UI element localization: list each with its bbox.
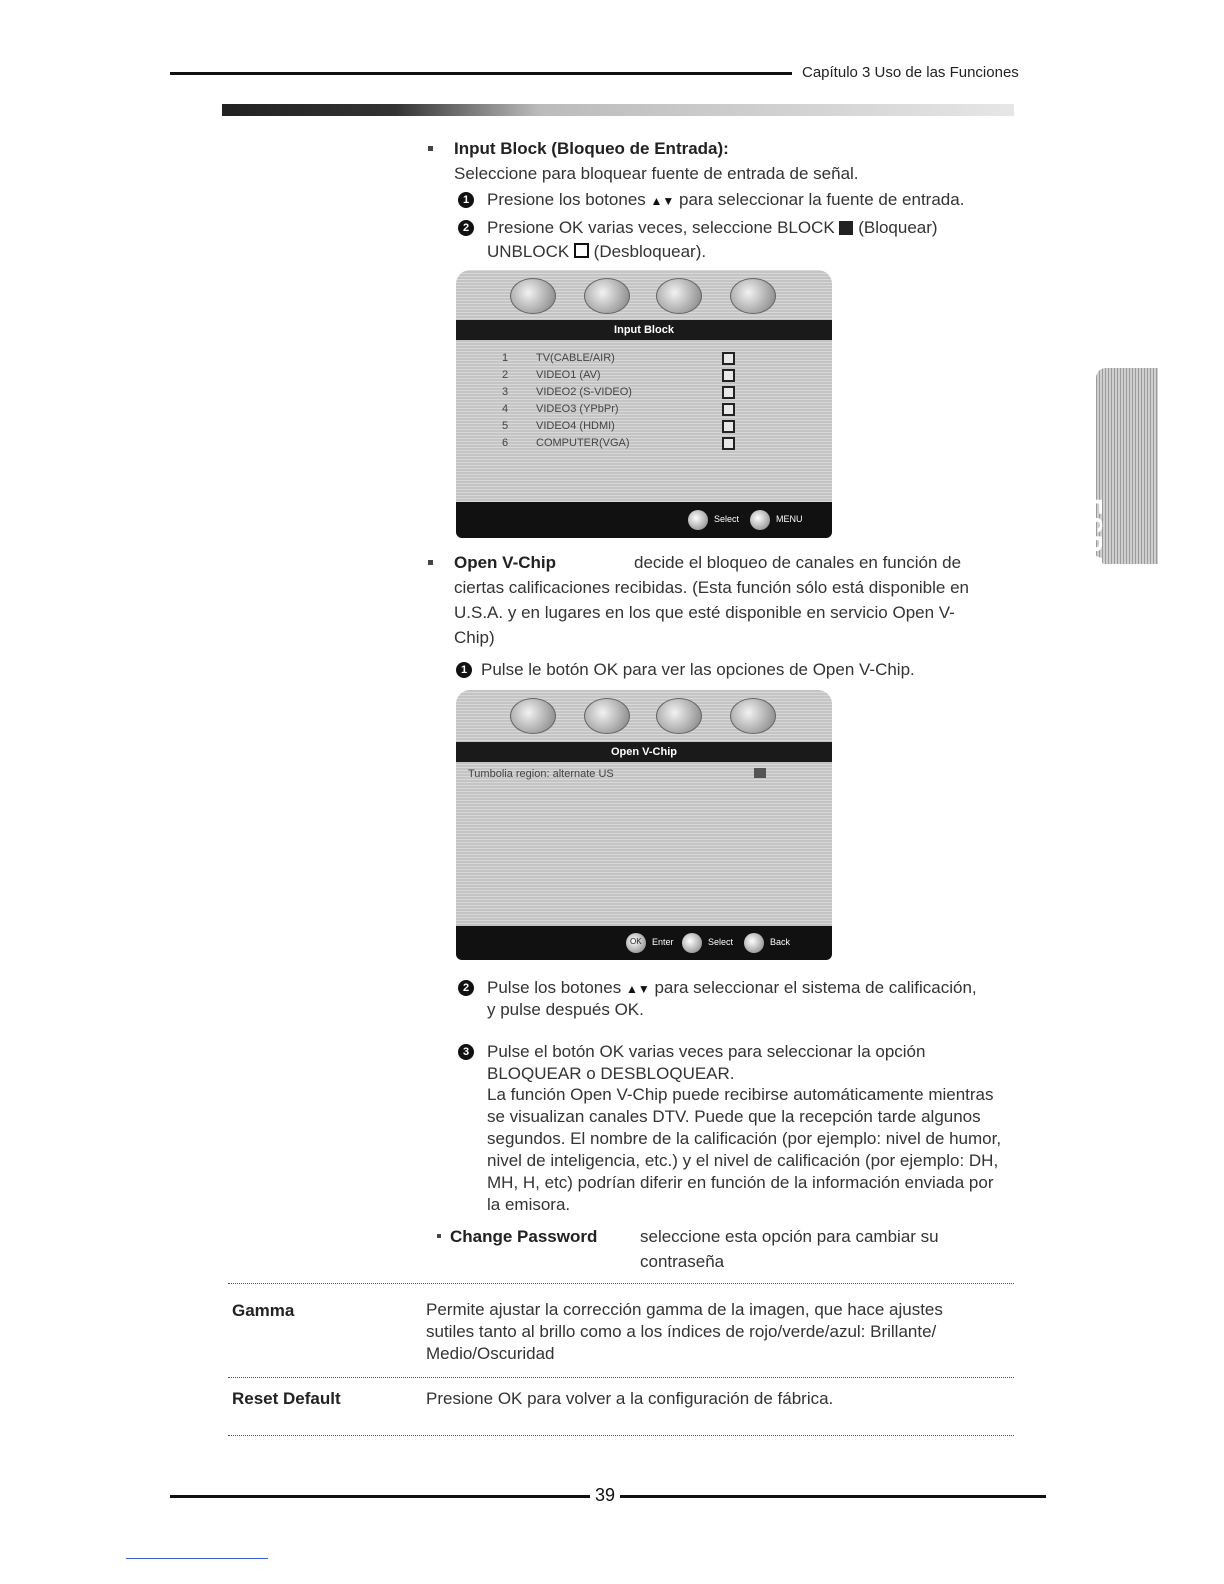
up-down-arrows-icon: ▲▼ [625,982,650,996]
audio-menu-icon [584,698,630,734]
gamma-line: sutiles tanto al brillo como a los índices de rojo/verde/azul: Brillante/ [426,1322,937,1341]
open-vchip-desc-2: ciertas calificaciones recibidas. (Esta función sólo está disponible en [454,578,969,597]
footer-back-label: Back [770,937,791,947]
input-block-step1 [487,188,964,213]
step-number-icon: 2 [458,220,474,236]
setup-menu-icon [656,278,702,314]
language-tab-label: ESPAÑOL [1078,498,1108,629]
unblock-checkbox-icon [722,403,735,416]
osd-row-num: 6 [502,437,509,449]
menu-icon [750,510,770,530]
footer-rule-right [620,1495,1046,1498]
footer-enter-label: Enter [652,937,674,947]
audio-menu-icon [584,278,630,314]
step-number-icon: 3 [458,1044,474,1060]
note-line: La función Open V-Chip puede recibirse automáticamente mientras [487,1085,994,1104]
row-arrow-icon [754,768,766,778]
open-vchip-desc-4: Chip) [454,628,495,647]
lock-menu-icon [730,698,776,734]
unblock-checkbox-icon [722,420,735,433]
footer-rule-left [170,1495,590,1498]
input-block-step2-line2 [487,240,706,264]
bullet-icon [428,560,433,565]
unblock-checkbox-icon [722,352,735,365]
step-number-icon: 2 [458,980,474,996]
osd-row-num: 2 [502,369,509,381]
footer-ok-label: OK [630,937,642,946]
note-line: la emisora. [487,1195,571,1214]
bottom-link-line [126,1558,268,1559]
gamma-term: Gamma [232,1301,295,1320]
back-icon [744,933,764,953]
gamma-line: Permite ajustar la corrección gamma de la imagen, que hace ajustes [426,1300,943,1319]
input-block-title: Input Block (Bloqueo de Entrada): [454,139,729,158]
step-number-icon: 1 [456,662,472,678]
vchip-step2-text-b: para seleccionar el sistema de calificación, [654,978,977,997]
unblock-text: UNBLOCK [487,242,570,261]
picture-menu-icon [510,278,556,314]
osd-title: Open V-Chip [456,742,832,762]
step-number-icon: 1 [458,192,474,208]
unblock-checkbox-icon [722,369,735,382]
up-down-arrows-icon: ▲▼ [650,194,675,208]
open-vchip-title: Open V-Chip [454,553,556,572]
osd-row-num: 4 [502,403,509,415]
input-block-intro: Seleccione para bloquear fuente de entrada de señal. [454,164,859,183]
osd-row-num: 1 [502,352,509,364]
unblock-checkbox-icon [722,386,735,399]
picture-menu-icon [510,698,556,734]
lock-menu-icon [730,278,776,314]
navigate-icon [682,933,702,953]
open-vchip-desc-3: U.S.A. y en lugares en los que esté disponible en servicio Open V- [454,603,955,622]
osd-row-num: 5 [502,420,509,432]
note-line: nivel de inteligencia, etc.) y el nivel de calificación (por ejemplo: DH, [487,1151,999,1170]
change-password-title: Change Password [450,1227,598,1246]
osd-row-label: VIDEO4 (HDMI) [536,420,615,432]
open-vchip-step1: Pulse le botón OK para ver las opciones de Open V-Chip. [481,660,915,679]
osd-rating-region-row: Tumbolia region: alternate US [468,768,614,780]
osd-menu-icons [456,690,832,736]
note-line: segundos. El nombre de la calificación (por ejemplo: nivel de humor, [487,1129,1002,1148]
open-vchip-step3-line2: BLOQUEAR o DESBLOQUEAR. [487,1064,735,1083]
osd-row-label: VIDEO1 (AV) [536,369,601,381]
osd-row-label: VIDEO3 (YPbPr) [536,403,619,415]
osd-footer-bar [456,502,832,538]
note-line: MH, H, etc) podrían diferir en función de la información enviada por [487,1173,994,1192]
setup-menu-icon [656,698,702,734]
unblock-desc: (Desbloquear). [593,242,707,261]
gamma-line: Medio/Oscuridad [426,1344,555,1363]
bullet-icon [437,1234,441,1238]
unblock-square-icon [574,243,589,258]
osd-row-num: 3 [502,386,509,398]
table-divider [228,1435,1014,1436]
unblock-checkbox-icon [722,437,735,450]
open-vchip-note [487,1084,1047,1216]
reset-default-desc: Presione OK para volver a la configuración de fábrica. [426,1389,834,1408]
footer-select-label: Select [708,937,734,947]
open-vchip-step2-line2: y pulse después OK. [487,1000,644,1019]
gamma-desc [426,1299,1016,1365]
change-password-desc-2: contraseña [640,1252,725,1271]
table-divider [228,1283,1014,1284]
block-square-icon [839,221,853,235]
note-line: se visualizan canales DTV. Puede que la recepción tarde algunos [487,1107,981,1126]
footer-select-label: Select [714,514,740,524]
step2-text-b: (Bloquear) [858,218,938,237]
bullet-icon [428,146,433,151]
step2-text-a: Presione OK varias veces, seleccione BLOCK [487,218,835,237]
open-vchip-step3-line1: Pulse el botón OK varias veces para seleccionar la opción [487,1042,926,1061]
osd-menu-icons [456,270,832,316]
page-number: 39 [595,1485,616,1505]
change-password-desc-1: seleccione esta opción para cambiar su [640,1227,939,1246]
footer-menu-label: MENU [776,514,803,524]
input-block-step2 [487,216,938,240]
open-vchip-desc-1: decide el bloqueo de canales en función de [634,553,962,572]
osd-footer-bar [456,926,832,960]
chapter-title: Capítulo 3 Uso de las Funciones [802,64,1019,81]
open-vchip-osd-screenshot [456,690,832,960]
osd-row-label: TV(CABLE/AIR) [536,352,615,364]
input-block-osd-screenshot [456,270,832,538]
header-rule [170,72,792,75]
osd-row-label: VIDEO2 (S-VIDEO) [536,386,632,398]
vchip-step2-text-a: Pulse los botones [487,978,622,997]
reset-default-term: Reset Default [232,1389,341,1408]
section-gradient-bar [222,104,1014,116]
table-divider [228,1377,1014,1378]
osd-title: Input Block [456,320,832,340]
step1-text-a: Presione los botones [487,190,646,209]
navigate-icon [688,510,708,530]
language-side-tab [1078,368,1158,629]
step1-text-b: para seleccionar la fuente de entrada. [679,190,965,209]
osd-row-label: COMPUTER(VGA) [536,437,630,449]
